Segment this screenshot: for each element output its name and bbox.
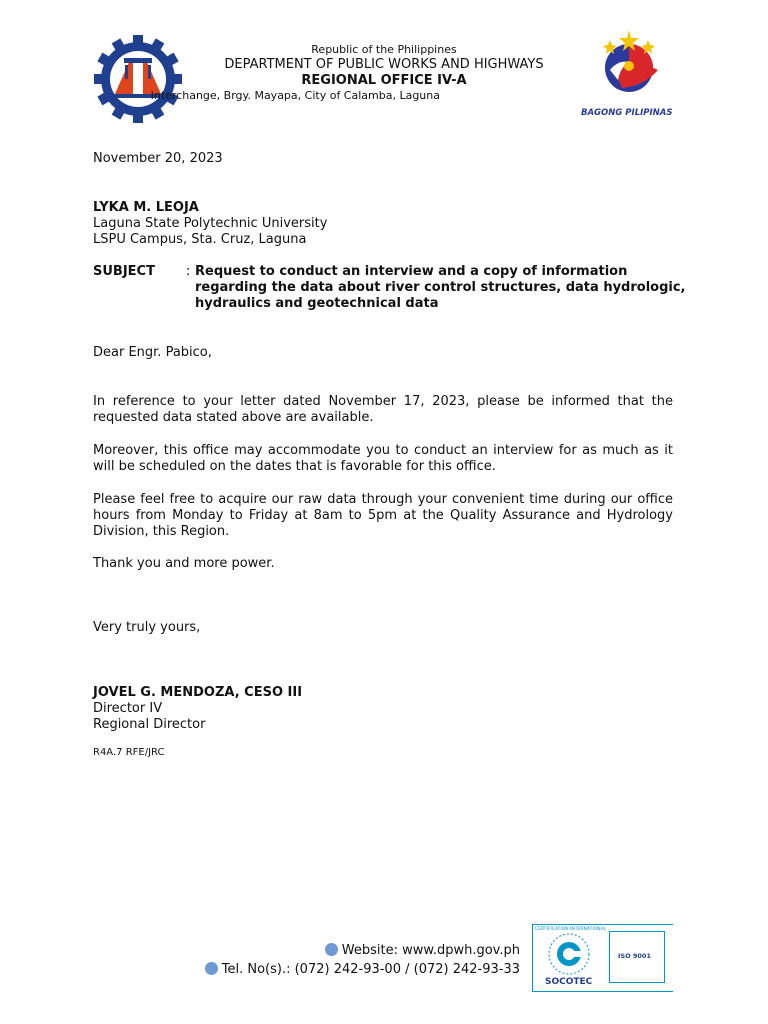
reference-code: R4A.7 RFE/JRC [93, 747, 165, 758]
subject-line-1: Request to conduct an interview and a copy of information [195, 264, 628, 279]
body-paragraph-3: Please feel free to acquire our raw data through your convenient time during our office hours from Monday to Friday at 8am to 5pm at the Quality Assurance and Hydrology Division, this Region. [93, 492, 673, 540]
footer-website[interactable]: Website: www.dpwh.gov.ph [341, 943, 520, 958]
office-address: Interchange, Brgy. Mayapa, City of Calamba, Laguna [150, 89, 440, 102]
cert-ring-text: CERTIFICATION INTERNATIONAL [535, 927, 607, 932]
footer-phone-line [205, 962, 520, 978]
recipient-name: LYKA M. LEOJA [93, 200, 199, 215]
recipient-org: Laguna State Polytechnic University [93, 216, 328, 231]
department-name: DEPARTMENT OF PUBLIC WORKS AND HIGHWAYS [224, 57, 544, 72]
body-paragraph-2: Moreover, this office may accommodate you to conduct an interview for as much as it will be scheduled on the dates that is favorable for this office. [93, 443, 673, 475]
phone-icon [205, 962, 218, 975]
socotec-logo-icon [541, 929, 597, 979]
republic-text: Republic of the Philippines [311, 43, 457, 56]
footer-website-line [325, 943, 520, 959]
body-paragraph-4: Thank you and more power. [93, 556, 275, 571]
letter-date: November 20, 2023 [93, 151, 223, 166]
signatory-title-2: Regional Director [93, 717, 206, 732]
subject-colon: : [186, 264, 191, 279]
body-paragraph-1: In reference to your letter dated November 17, 2023, please be informed that the requested data stated above are available. [93, 394, 673, 426]
iso-label: ISO 9001 [618, 952, 651, 960]
recipient-address: LSPU Campus, Sta. Cruz, Laguna [93, 232, 307, 247]
office-address-clip [143, 89, 440, 104]
footer-phone: Tel. No(s).: (072) 242-93-00 / (072) 242-93-33 [221, 962, 520, 977]
bagong-pilipinas-text: BAGONG PILIPINAS [581, 108, 673, 118]
iso-box [609, 931, 665, 983]
signatory-title-1: Director IV [93, 701, 163, 716]
subject-label: SUBJECT [93, 264, 155, 279]
certification-badge [532, 924, 673, 992]
salutation: Dear Engr. Pabico, [93, 345, 212, 360]
bagong-pilipinas-logo-icon [588, 26, 670, 100]
subject-line-2: regarding the data about river control structures, data hydrologic, [195, 280, 686, 295]
globe-icon [325, 943, 338, 956]
regional-office-name: REGIONAL OFFICE IV-A [301, 73, 467, 88]
subject-line-3: hydraulics and geotechnical data [195, 296, 439, 311]
signatory-name: JOVEL G. MENDOZA, CESO III [93, 685, 303, 700]
socotec-name: SOCOTEC [545, 977, 593, 987]
closing: Very truly yours, [93, 620, 201, 635]
